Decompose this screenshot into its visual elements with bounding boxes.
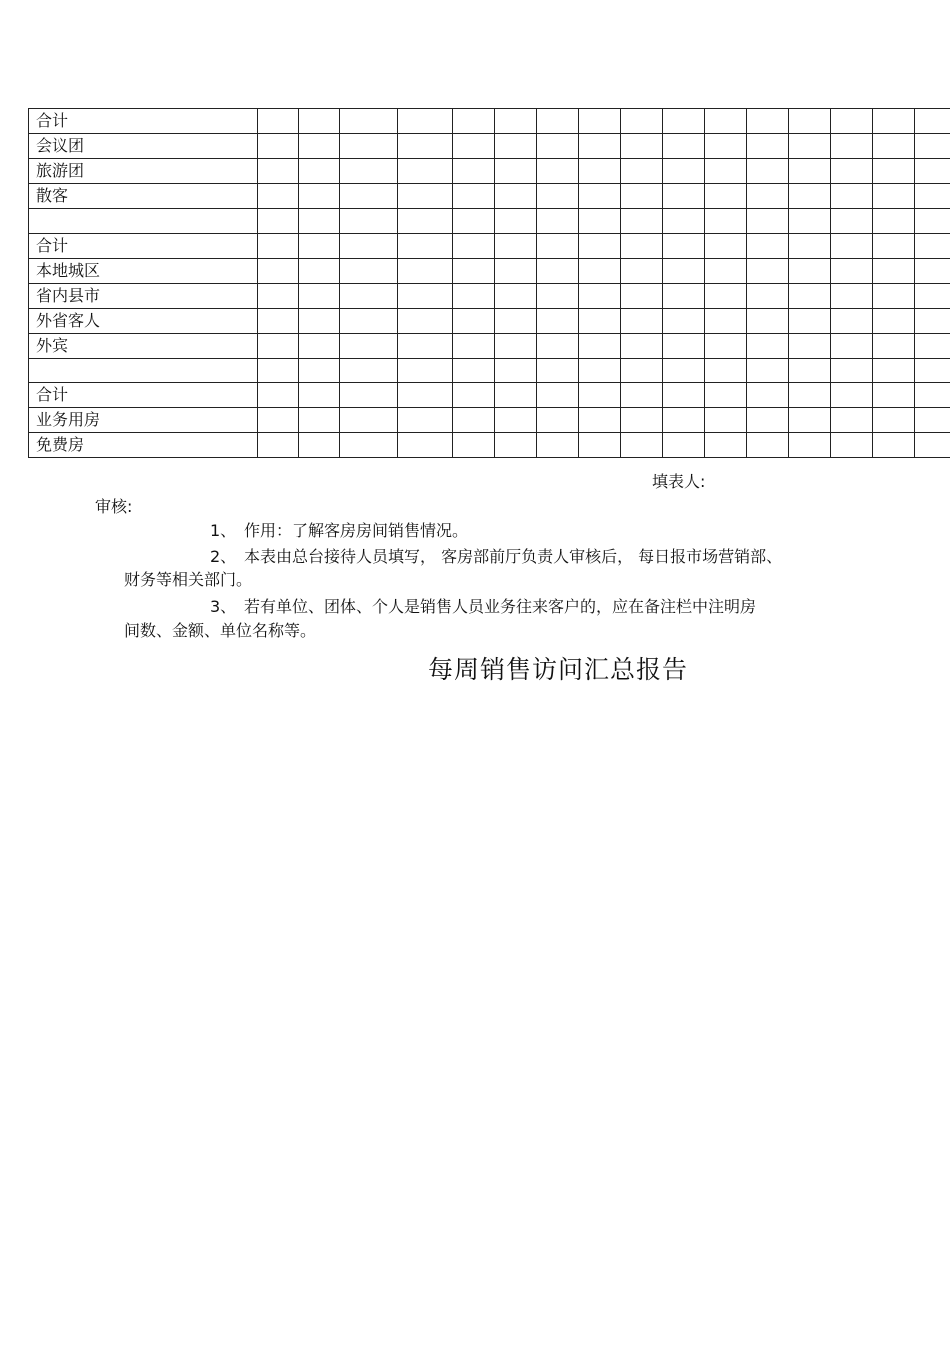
row-label: 外宾 bbox=[29, 333, 258, 358]
table-cell bbox=[537, 258, 579, 283]
table-row bbox=[29, 134, 950, 159]
table-cell bbox=[299, 159, 340, 184]
row-label: 旅游团 bbox=[29, 159, 258, 184]
table-cell bbox=[747, 358, 789, 383]
table-cell bbox=[789, 358, 831, 383]
row-label: 合计 bbox=[29, 383, 258, 408]
table-cell bbox=[663, 358, 705, 383]
table-cell bbox=[621, 433, 663, 458]
table-cell bbox=[453, 308, 495, 333]
table-row bbox=[29, 109, 950, 134]
table-cell bbox=[258, 209, 299, 234]
table-cell bbox=[831, 184, 873, 209]
table-cell bbox=[915, 308, 950, 333]
table-cell bbox=[789, 433, 831, 458]
table-cell bbox=[495, 233, 537, 258]
table-cell bbox=[915, 159, 950, 184]
table-cell bbox=[579, 233, 621, 258]
table-cell bbox=[495, 134, 537, 159]
table-cell bbox=[537, 308, 579, 333]
table-cell bbox=[579, 283, 621, 308]
table-cell bbox=[663, 383, 705, 408]
table-cell bbox=[537, 358, 579, 383]
table-cell bbox=[579, 209, 621, 234]
row-label: 外省客人 bbox=[29, 308, 258, 333]
table-cell bbox=[663, 408, 705, 433]
table-row bbox=[29, 333, 950, 358]
row-label: 本地城区 bbox=[29, 258, 258, 283]
table-cell bbox=[299, 283, 340, 308]
table-cell bbox=[789, 159, 831, 184]
note-text: 作用：了解客房房间销售情况。 bbox=[244, 521, 469, 540]
reviewer-label: 审核: bbox=[95, 497, 133, 516]
table-cell bbox=[621, 134, 663, 159]
table-cell bbox=[831, 333, 873, 358]
filler-label: 填表人: bbox=[652, 472, 706, 491]
table-row bbox=[29, 233, 950, 258]
table-cell bbox=[873, 308, 915, 333]
table-cell bbox=[873, 258, 915, 283]
table-cell bbox=[537, 233, 579, 258]
table-cell bbox=[258, 333, 299, 358]
table-cell bbox=[398, 383, 453, 408]
table-cell bbox=[299, 358, 340, 383]
table-cell bbox=[340, 109, 398, 134]
report-title: 每周销售访问汇总报告 bbox=[428, 655, 689, 684]
table-cell bbox=[663, 308, 705, 333]
table-cell bbox=[453, 184, 495, 209]
note-3-continued: 间数、金额、单位名称等。 bbox=[124, 621, 317, 640]
table-cell bbox=[789, 283, 831, 308]
table-cell bbox=[299, 109, 340, 134]
table-cell bbox=[789, 258, 831, 283]
table-cell bbox=[621, 408, 663, 433]
table-cell bbox=[398, 209, 453, 234]
table-cell bbox=[915, 408, 950, 433]
table-cell bbox=[398, 408, 453, 433]
table-cell bbox=[258, 109, 299, 134]
table-cell bbox=[398, 233, 453, 258]
table-cell bbox=[453, 408, 495, 433]
table-cell bbox=[873, 433, 915, 458]
table-cell bbox=[747, 159, 789, 184]
table-cell bbox=[453, 258, 495, 283]
table-cell bbox=[495, 109, 537, 134]
table-cell bbox=[398, 258, 453, 283]
table-cell bbox=[663, 109, 705, 134]
table-cell bbox=[789, 308, 831, 333]
table-cell bbox=[398, 159, 453, 184]
row-label: 省内县市 bbox=[29, 283, 258, 308]
table-cell bbox=[299, 333, 340, 358]
table-cell bbox=[915, 258, 950, 283]
note-number: 2、 bbox=[210, 547, 237, 566]
table-cell bbox=[621, 209, 663, 234]
table-cell bbox=[789, 134, 831, 159]
table-cell bbox=[873, 134, 915, 159]
note-number: 1、 bbox=[210, 521, 237, 540]
table-cell bbox=[789, 184, 831, 209]
table-cell bbox=[340, 233, 398, 258]
table-cell bbox=[340, 383, 398, 408]
table-cell bbox=[453, 358, 495, 383]
table-cell bbox=[299, 308, 340, 333]
table-cell bbox=[831, 433, 873, 458]
table-cell bbox=[705, 233, 747, 258]
table-cell bbox=[663, 184, 705, 209]
table-cell bbox=[453, 433, 495, 458]
table-cell bbox=[299, 184, 340, 209]
row-label: 业务用房 bbox=[29, 408, 258, 433]
table-cell bbox=[873, 109, 915, 134]
table-cell bbox=[453, 283, 495, 308]
table-cell bbox=[537, 283, 579, 308]
table-cell bbox=[789, 209, 831, 234]
row-label: 会议团 bbox=[29, 134, 258, 159]
table-cell bbox=[258, 184, 299, 209]
table-cell bbox=[579, 433, 621, 458]
row-label: 合计 bbox=[29, 233, 258, 258]
table-cell bbox=[340, 333, 398, 358]
table-cell bbox=[340, 134, 398, 159]
table-cell bbox=[915, 333, 950, 358]
table-row bbox=[29, 433, 950, 458]
table-cell bbox=[621, 383, 663, 408]
table-cell bbox=[873, 184, 915, 209]
table-cell bbox=[621, 258, 663, 283]
table-cell bbox=[579, 159, 621, 184]
table-cell bbox=[621, 358, 663, 383]
table-cell bbox=[579, 408, 621, 433]
table-cell bbox=[873, 383, 915, 408]
table-cell bbox=[747, 233, 789, 258]
table-cell bbox=[299, 258, 340, 283]
table-cell bbox=[873, 233, 915, 258]
table-cell bbox=[453, 134, 495, 159]
table-cell bbox=[621, 333, 663, 358]
table-cell bbox=[258, 408, 299, 433]
table-cell bbox=[537, 408, 579, 433]
table-cell bbox=[258, 433, 299, 458]
table-cell bbox=[340, 358, 398, 383]
table-cell bbox=[915, 184, 950, 209]
table-cell bbox=[258, 134, 299, 159]
table-cell bbox=[299, 209, 340, 234]
table-cell bbox=[340, 258, 398, 283]
table-cell bbox=[747, 258, 789, 283]
table-cell bbox=[789, 383, 831, 408]
table-cell bbox=[398, 283, 453, 308]
table-cell bbox=[831, 258, 873, 283]
table-cell bbox=[747, 184, 789, 209]
table-cell bbox=[258, 383, 299, 408]
table-cell bbox=[663, 433, 705, 458]
table-cell bbox=[915, 233, 950, 258]
table-cell bbox=[340, 209, 398, 234]
table-cell bbox=[495, 358, 537, 383]
table-cell bbox=[398, 184, 453, 209]
table-cell bbox=[915, 109, 950, 134]
table-cell bbox=[915, 358, 950, 383]
table-cell bbox=[747, 283, 789, 308]
table-cell bbox=[705, 209, 747, 234]
table-cell bbox=[537, 159, 579, 184]
table-cell bbox=[340, 159, 398, 184]
table-cell bbox=[621, 184, 663, 209]
table-cell bbox=[873, 283, 915, 308]
table-cell bbox=[747, 333, 789, 358]
note-text: 若有单位、团体、个人是销售人员业务往来客户的，应在备注栏中注明房 bbox=[244, 597, 757, 616]
table-cell bbox=[831, 308, 873, 333]
table-cell bbox=[398, 333, 453, 358]
table-cell bbox=[495, 308, 537, 333]
note-number: 3、 bbox=[210, 597, 237, 616]
table-cell bbox=[495, 209, 537, 234]
table-cell bbox=[258, 308, 299, 333]
room-sales-table bbox=[28, 108, 950, 458]
table-cell bbox=[873, 209, 915, 234]
table-cell bbox=[705, 184, 747, 209]
table-cell bbox=[495, 433, 537, 458]
table-cell bbox=[831, 408, 873, 433]
table-cell bbox=[340, 283, 398, 308]
note-1 bbox=[210, 519, 468, 543]
table-cell bbox=[663, 209, 705, 234]
table-cell bbox=[453, 233, 495, 258]
table-cell bbox=[299, 134, 340, 159]
table-cell bbox=[258, 358, 299, 383]
table-cell bbox=[453, 109, 495, 134]
table-row bbox=[29, 308, 950, 333]
table-cell bbox=[299, 233, 340, 258]
table-cell bbox=[831, 159, 873, 184]
table-cell bbox=[831, 109, 873, 134]
table-cell bbox=[579, 308, 621, 333]
table-cell bbox=[789, 233, 831, 258]
table-cell bbox=[495, 184, 537, 209]
table-cell bbox=[579, 258, 621, 283]
table-cell bbox=[340, 408, 398, 433]
row-label bbox=[29, 209, 258, 234]
note-2-continued: 财务等相关部门。 bbox=[124, 570, 253, 589]
table-cell bbox=[621, 159, 663, 184]
table-cell bbox=[258, 258, 299, 283]
table-cell bbox=[495, 383, 537, 408]
note-2 bbox=[210, 545, 782, 569]
table-cell bbox=[915, 433, 950, 458]
table-cell bbox=[537, 433, 579, 458]
table-cell bbox=[663, 159, 705, 184]
table-cell bbox=[705, 358, 747, 383]
table-cell bbox=[495, 159, 537, 184]
table-row bbox=[29, 184, 950, 209]
table-cell bbox=[398, 109, 453, 134]
note-3 bbox=[210, 595, 756, 619]
table-cell bbox=[537, 209, 579, 234]
table-cell bbox=[398, 134, 453, 159]
table-row bbox=[29, 358, 950, 383]
table-cell bbox=[747, 383, 789, 408]
table-cell bbox=[831, 383, 873, 408]
table-cell bbox=[705, 258, 747, 283]
table-row bbox=[29, 209, 950, 234]
table-cell bbox=[453, 209, 495, 234]
table-cell bbox=[831, 358, 873, 383]
table-cell bbox=[831, 233, 873, 258]
table-cell bbox=[398, 308, 453, 333]
table-cell bbox=[453, 333, 495, 358]
table-cell bbox=[831, 134, 873, 159]
table-cell bbox=[453, 383, 495, 408]
table-cell bbox=[299, 408, 340, 433]
row-label: 合计 bbox=[29, 109, 258, 134]
table-cell bbox=[915, 134, 950, 159]
table-cell bbox=[258, 159, 299, 184]
table-cell bbox=[663, 258, 705, 283]
table-cell bbox=[621, 308, 663, 333]
table-cell bbox=[873, 358, 915, 383]
table-cell bbox=[705, 308, 747, 333]
table-cell bbox=[705, 383, 747, 408]
table-cell bbox=[789, 109, 831, 134]
table-cell bbox=[873, 408, 915, 433]
table-cell bbox=[453, 159, 495, 184]
table-cell bbox=[621, 109, 663, 134]
table-cell bbox=[495, 283, 537, 308]
table-cell bbox=[915, 209, 950, 234]
table-row bbox=[29, 159, 950, 184]
table-row bbox=[29, 383, 950, 408]
table-cell bbox=[495, 333, 537, 358]
table-cell bbox=[747, 408, 789, 433]
table-cell bbox=[747, 308, 789, 333]
table-cell bbox=[495, 408, 537, 433]
table-cell bbox=[831, 209, 873, 234]
table-cell bbox=[705, 134, 747, 159]
table-cell bbox=[340, 433, 398, 458]
table-cell bbox=[579, 109, 621, 134]
table-cell bbox=[537, 109, 579, 134]
table-cell bbox=[579, 184, 621, 209]
table-cell bbox=[398, 433, 453, 458]
table-cell bbox=[579, 134, 621, 159]
table-cell bbox=[705, 283, 747, 308]
table-cell bbox=[747, 209, 789, 234]
row-label: 免费房 bbox=[29, 433, 258, 458]
table-row bbox=[29, 408, 950, 433]
table-cell bbox=[258, 233, 299, 258]
table-cell bbox=[495, 258, 537, 283]
table-cell bbox=[299, 433, 340, 458]
table-cell bbox=[663, 283, 705, 308]
table-cell bbox=[258, 283, 299, 308]
table-cell bbox=[579, 358, 621, 383]
table-cell bbox=[915, 383, 950, 408]
table-cell bbox=[579, 383, 621, 408]
table-cell bbox=[537, 134, 579, 159]
table-cell bbox=[789, 408, 831, 433]
table-cell bbox=[747, 433, 789, 458]
table-cell bbox=[537, 333, 579, 358]
row-label: 散客 bbox=[29, 184, 258, 209]
table-cell bbox=[663, 134, 705, 159]
table-cell bbox=[705, 109, 747, 134]
table-cell bbox=[873, 159, 915, 184]
table-cell bbox=[915, 283, 950, 308]
table-cell bbox=[398, 358, 453, 383]
note-text: 本表由总台接待人员填写， 客房部前厅负责人审核后， 每日报市场营销部、 bbox=[244, 547, 783, 566]
table-cell bbox=[789, 333, 831, 358]
table-cell bbox=[340, 184, 398, 209]
table-cell bbox=[705, 433, 747, 458]
table-cell bbox=[663, 233, 705, 258]
table-cell bbox=[831, 283, 873, 308]
table-cell bbox=[705, 408, 747, 433]
row-label bbox=[29, 358, 258, 383]
table-cell bbox=[621, 233, 663, 258]
table-cell bbox=[705, 333, 747, 358]
table-cell bbox=[579, 333, 621, 358]
table-cell bbox=[663, 333, 705, 358]
table-cell bbox=[621, 283, 663, 308]
table-cell bbox=[299, 383, 340, 408]
table-cell bbox=[747, 134, 789, 159]
table-cell bbox=[873, 333, 915, 358]
table-cell bbox=[537, 184, 579, 209]
table-row bbox=[29, 258, 950, 283]
table-cell bbox=[705, 159, 747, 184]
table-cell bbox=[340, 308, 398, 333]
table-cell bbox=[747, 109, 789, 134]
table-cell bbox=[537, 383, 579, 408]
table-row bbox=[29, 283, 950, 308]
